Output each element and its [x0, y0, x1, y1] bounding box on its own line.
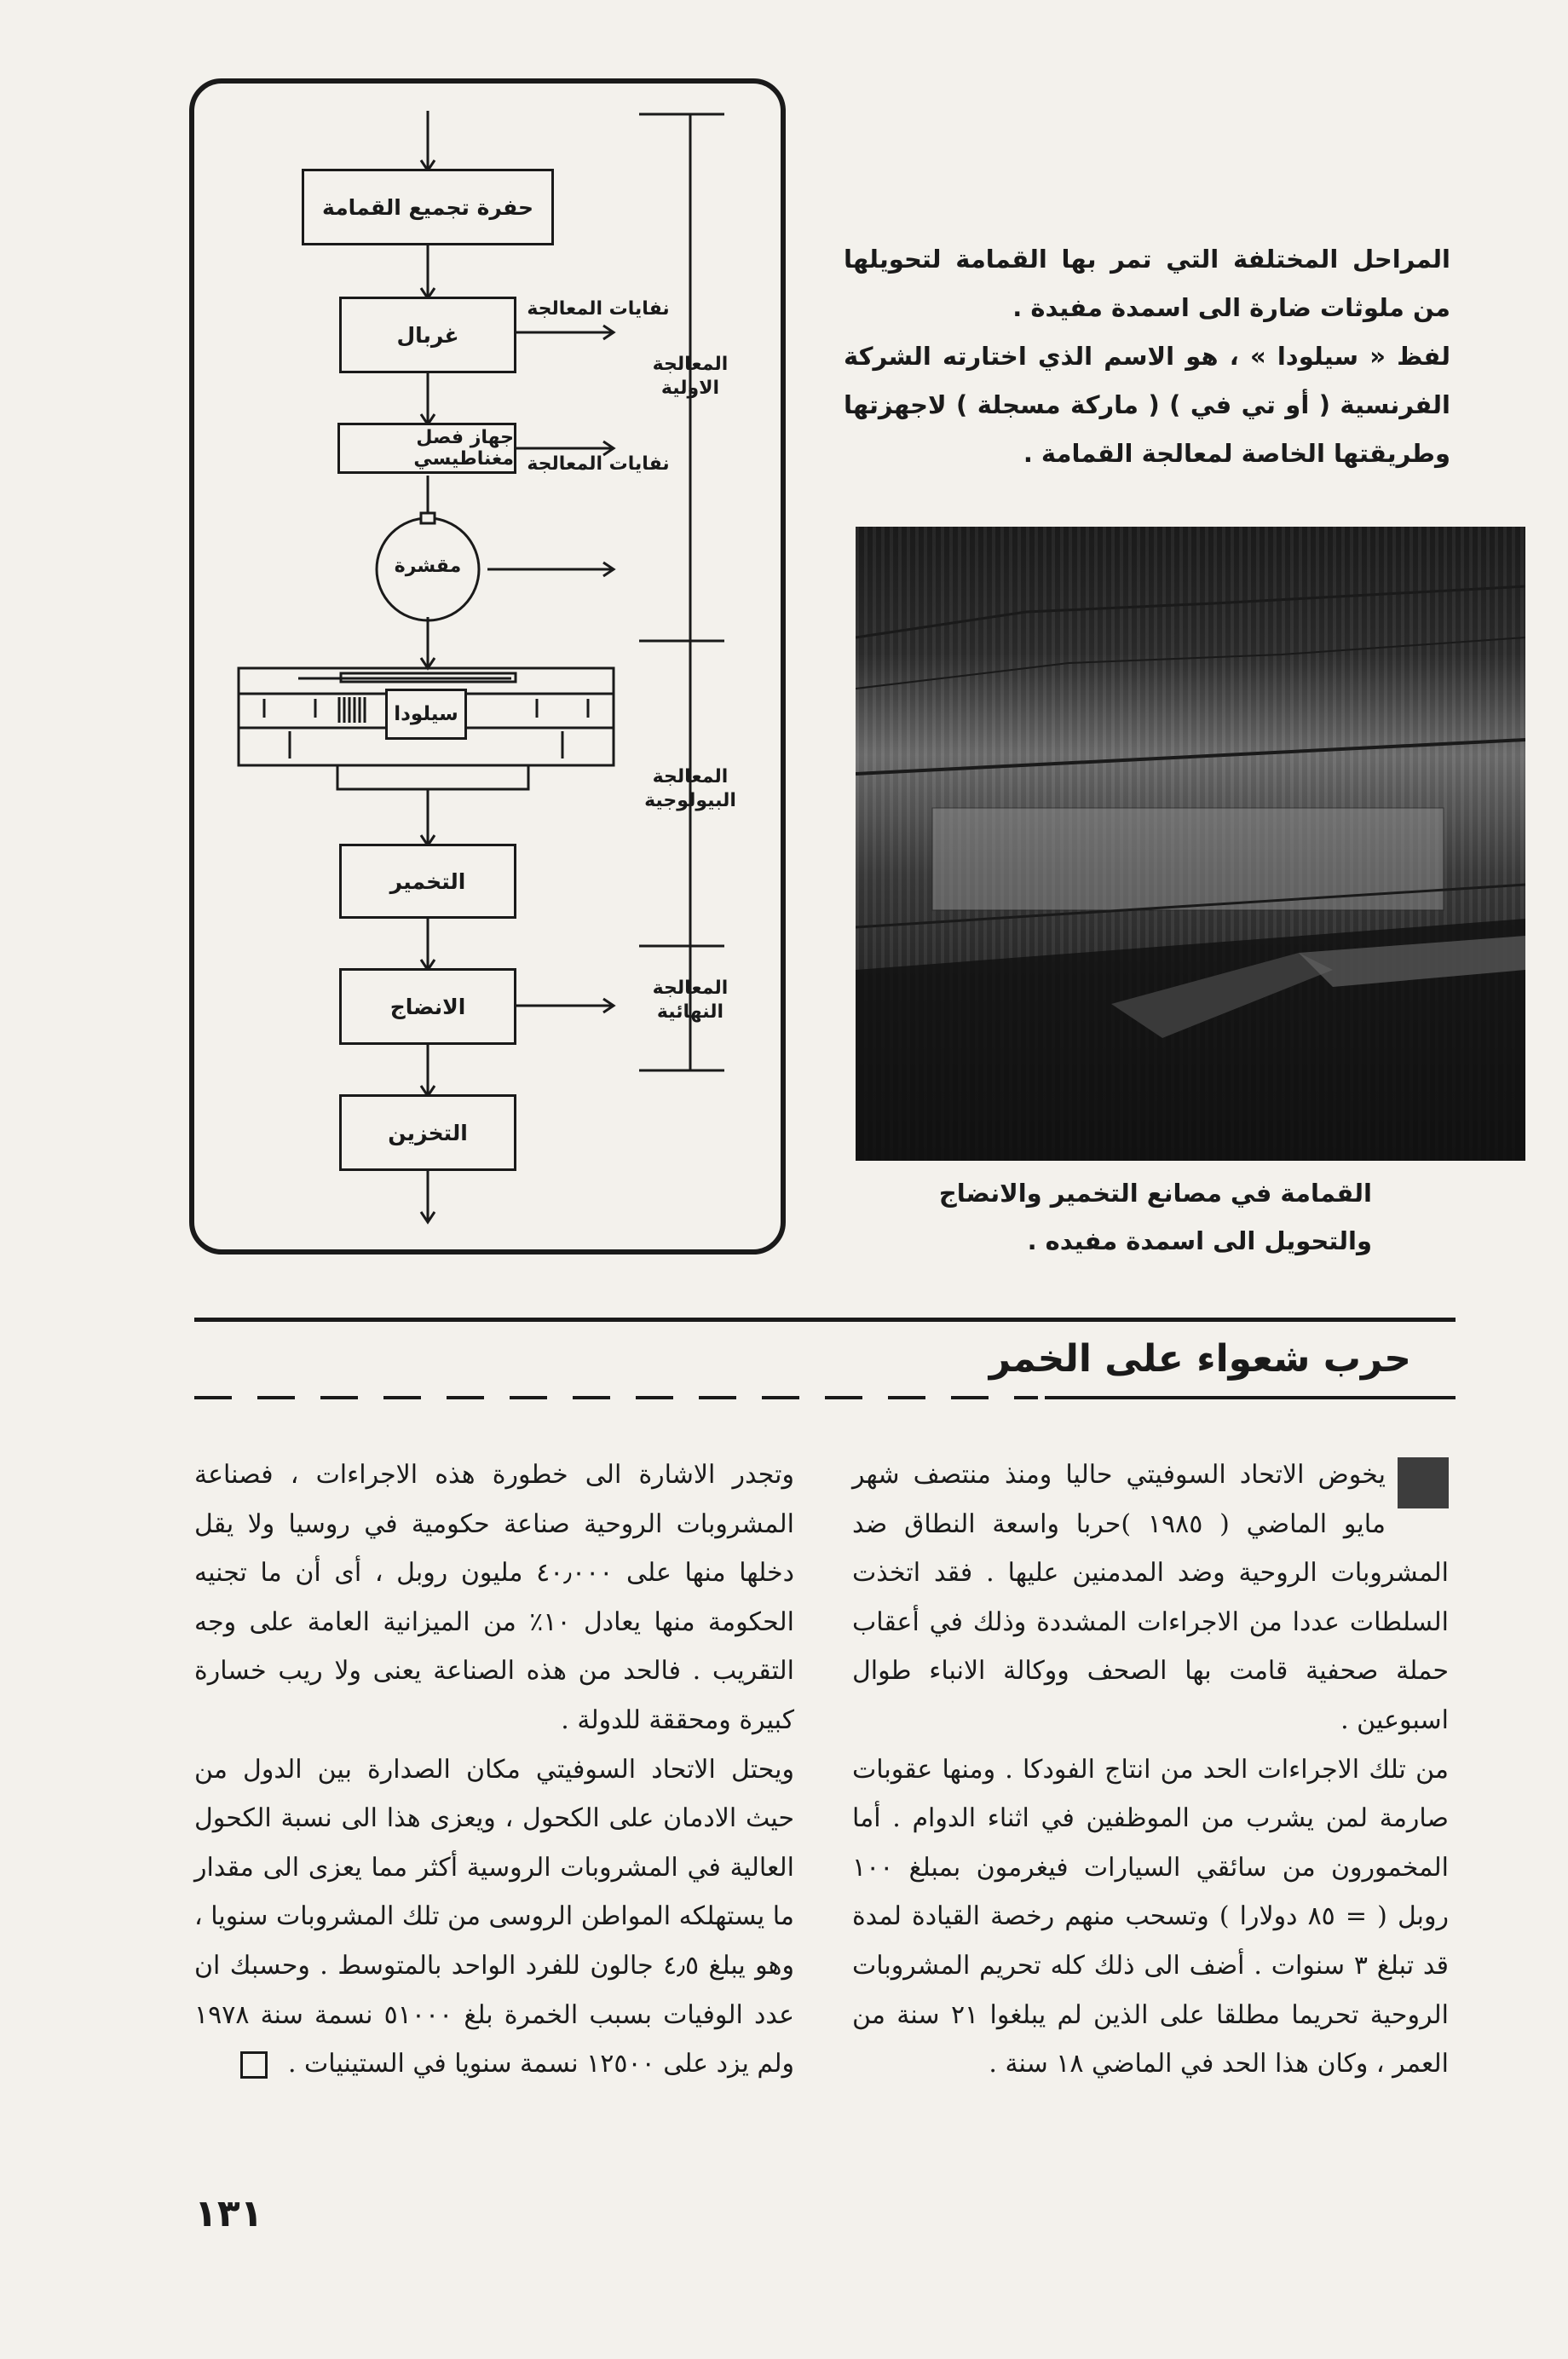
- section-rule-top: [194, 1318, 1456, 1322]
- article-paragraph: وتجدر الاشارة الى خطورة هذه الاجراءات ، فصناعة المشروبات الروحية صناعة حكومية في روسيا ولا يقل دخلها منها على ٤٠٫٠٠٠ مليون روبل ، أى أن ما تجنيه الحكومة منها يعادل ١٠٪ من الميزانية العامة على وجه التقريب . فالحد من هذه الصناعة يعنى ولا ريب خسارة كبيرة ومحققة للدولة .: [194, 1460, 795, 1735]
- waste-output-label: نفايات المعالجة: [527, 453, 670, 475]
- stage-label-primary: المعالجة الاولية: [652, 354, 729, 399]
- storage-box: التخزين: [339, 1094, 516, 1171]
- article-column-left: [194, 1451, 794, 2089]
- silodo-definition-paragraph: لفظ « سيلودا » ، هو الاسم الذي اختارته الشركة الفرنسية ( أو تي في ) ( ماركة مسجلة ) لاجهزتها وطريقتها الخاصة لمعالجة القمامة .: [844, 342, 1450, 468]
- section-rule-underline: [1045, 1396, 1456, 1399]
- collection-pit-box: حفرة تجميع القمامة: [302, 169, 554, 245]
- waste-output-label: نفايات المعالجة: [527, 298, 670, 320]
- stage-label-biological: المعالجة البيولوجية: [644, 766, 736, 811]
- page-number: ١٣١: [194, 2192, 263, 2235]
- section-rule-dashed: [194, 1396, 1038, 1399]
- photo-caption: القمامة في مصانع التخمير والانضاج والتحويل الى اسمدة مفيده .: [938, 1179, 1372, 1255]
- article-paragraph: ويحتل الاتحاد السوفيتي مكان الصدارة بين الدول من حيث الادمان على الكحول ، ويعزى هذا الى نسبة الكحول العالية في المشروبات الروسية أكثر مما يعزى الى مقدار ما يستهلكه المواطن الروسى من تلك المشروبات سنويا ، وهو يبلغ ٤٫٥ جالون للفرد الواحد بالمتوسط . وحسبك ان عدد الوفيات بسبب الخمرة بلغ ٥١٠٠٠ نسمة سنة ١٩٧٨ ولم يزد على ١٢٥٠٠ نسمة سنويا في الستينيات .: [194, 1754, 795, 2079]
- article-paragraph: من تلك الاجراءات الحد من انتاج الفودكا . ومنها عقوبات صارمة لمن يشرب من الموظفين في اثناء الدوام . أما المخمورون من سائقي السيارات فيغرمون بمبلغ ١٠٠ روبل ( = ٨٥ دولارا ) وتسحب منهم رخصة القيادة لمدة قد تبلغ ٣ سنوات . أضف الى ذلك كله تحريم المشروبات الروحية تحريما مطلقا على الذين لم يبلغوا ٢١ سنة من العمر ، وكان هذا الحد في الماضي ١٨ سنة .: [852, 1754, 1450, 2079]
- magnetic-separator-box: جهاز فصل مغناطيسي: [337, 423, 516, 474]
- diagram-caption: [844, 235, 1450, 478]
- silodo-box: سيلودا: [385, 689, 467, 740]
- peeler-label: مقشرة: [394, 556, 462, 577]
- sieve-box: غربال: [339, 297, 516, 373]
- stage-label-final: المعالجة النهائية: [652, 978, 729, 1023]
- article-column-right: [852, 1451, 1449, 2089]
- fermentation-box: التخمير: [339, 844, 516, 919]
- section-title: حرب شعواء على الخمر: [989, 1337, 1411, 1381]
- diagram-caption-paragraph: المراحل المختلفة التي تمر بها القمامة لتحويلها من ملوثات ضارة الى اسمدة مفيدة .: [844, 245, 1450, 322]
- article-paragraph: يخوض الاتحاد السوفيتي حاليا ومنذ منتصف شهر مايو الماضي ( ١٩٨٥ )حربا واسعة النطاق ضد المشروبات الروحية وضد المدمنين عليها . فقد اتخذت السلطات عددا من الاجراءات المشددة وذلك في أعقاب حملة صحفية قامت بها الصحف ووكالة الانباء طوال اسبوعين .: [852, 1460, 1449, 1735]
- maturation-box: الانضاج: [339, 968, 516, 1045]
- paragraph-start-square-icon: [1398, 1457, 1449, 1508]
- composting-plant-photo: [856, 527, 1525, 1161]
- article-end-square-icon: [240, 2051, 268, 2079]
